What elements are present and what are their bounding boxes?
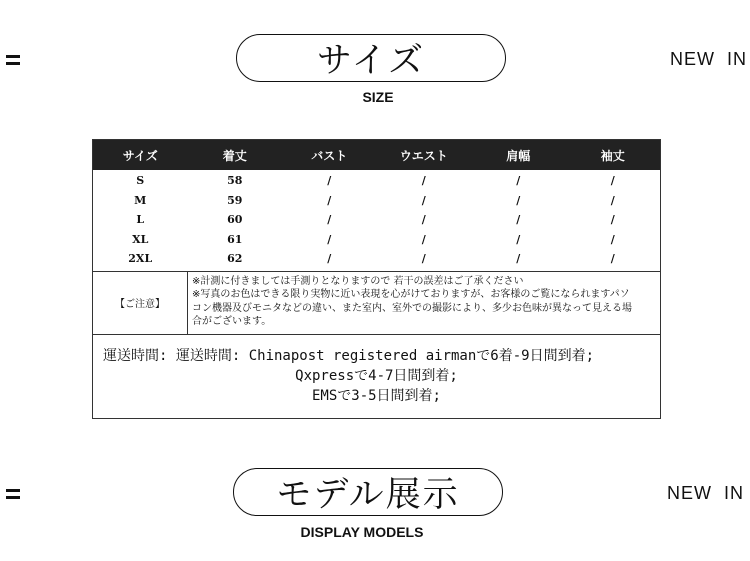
note-line: ※写真のお色はできる限り実物に近い表現を心がけておりますが、お客様のご覧になられますパソ xyxy=(192,289,630,300)
table-cell: / xyxy=(610,174,615,188)
table-row xyxy=(93,171,660,191)
table-cell: 60 xyxy=(227,213,243,227)
table-cell: / xyxy=(610,232,615,246)
shipping-line: 運送時間: 運送時間: Chinapost registered airmanで6着-9日間到着; xyxy=(103,347,595,364)
table-row xyxy=(93,210,660,230)
table-cell: / xyxy=(516,193,521,207)
table-cell: XL xyxy=(132,232,149,246)
table-cell: / xyxy=(610,193,615,207)
table-row xyxy=(93,191,660,211)
shipping-info xyxy=(93,335,660,418)
shipping-line: Qxpressで4-7日間到着; xyxy=(295,367,458,384)
table-cell: L xyxy=(136,213,145,227)
models-title: モデル展示 xyxy=(276,475,460,515)
header-length: 着丈 xyxy=(222,148,247,163)
table-cell: / xyxy=(610,252,615,266)
table-row xyxy=(93,230,660,250)
table-cell: / xyxy=(421,232,426,246)
table-body xyxy=(93,170,660,272)
models-title-pill xyxy=(233,468,503,516)
table-cell: / xyxy=(610,213,615,227)
table-cell: S xyxy=(136,174,145,188)
table-cell: / xyxy=(327,193,332,207)
table-cell: / xyxy=(516,213,521,227)
table-cell: / xyxy=(327,174,332,188)
table-cell: 58 xyxy=(227,174,243,188)
equals-icon xyxy=(6,489,20,500)
table-cell: 59 xyxy=(227,193,243,207)
size-subtitle: SIZE xyxy=(362,89,394,105)
header-shoulder: 肩幅 xyxy=(506,148,531,163)
table-cell: / xyxy=(516,252,521,266)
table-cell: / xyxy=(421,174,426,188)
table-cell: / xyxy=(327,252,332,266)
header-size: サイズ xyxy=(122,148,158,163)
size-table xyxy=(92,139,661,419)
note-text xyxy=(188,272,660,334)
table-row xyxy=(93,249,660,269)
note-label: 【ご注意】 xyxy=(93,272,188,334)
new-in-label: NEW IN xyxy=(670,49,747,69)
size-title: サイズ xyxy=(316,41,426,81)
equals-icon xyxy=(6,55,20,66)
shipping-line: EMSで3-5日間到着; xyxy=(311,387,441,404)
header-bust: バスト xyxy=(311,148,348,163)
note-line: コン機器及びモニタなどの違い、また室内、室外での撮影により、多少お色味が異なって見える場 xyxy=(192,302,632,314)
table-cell: / xyxy=(421,213,426,227)
table-header xyxy=(93,140,660,170)
header-sleeve: 袖丈 xyxy=(600,148,625,163)
table-cell: M xyxy=(134,193,147,207)
table-cell: 62 xyxy=(227,252,243,266)
table-cell: / xyxy=(327,232,332,246)
table-cell: / xyxy=(516,174,521,188)
models-subtitle: DISPLAY MODELS xyxy=(300,524,424,540)
note-line: 合がございます。 xyxy=(192,316,272,327)
table-cell: / xyxy=(421,193,426,207)
note-row xyxy=(93,272,660,335)
table-cell: 61 xyxy=(227,232,243,246)
table-cell: / xyxy=(516,232,521,246)
size-title-pill xyxy=(236,34,506,82)
header-waist: ウエスト xyxy=(399,148,448,163)
table-cell: 2XL xyxy=(128,252,153,266)
table-cell: / xyxy=(327,213,332,227)
note-line: ※計測に付きましては手測りとなりますので 若干の誤差はご了承ください xyxy=(192,275,524,287)
new-in-label: NEW IN xyxy=(667,483,744,503)
table-cell: / xyxy=(421,252,426,266)
